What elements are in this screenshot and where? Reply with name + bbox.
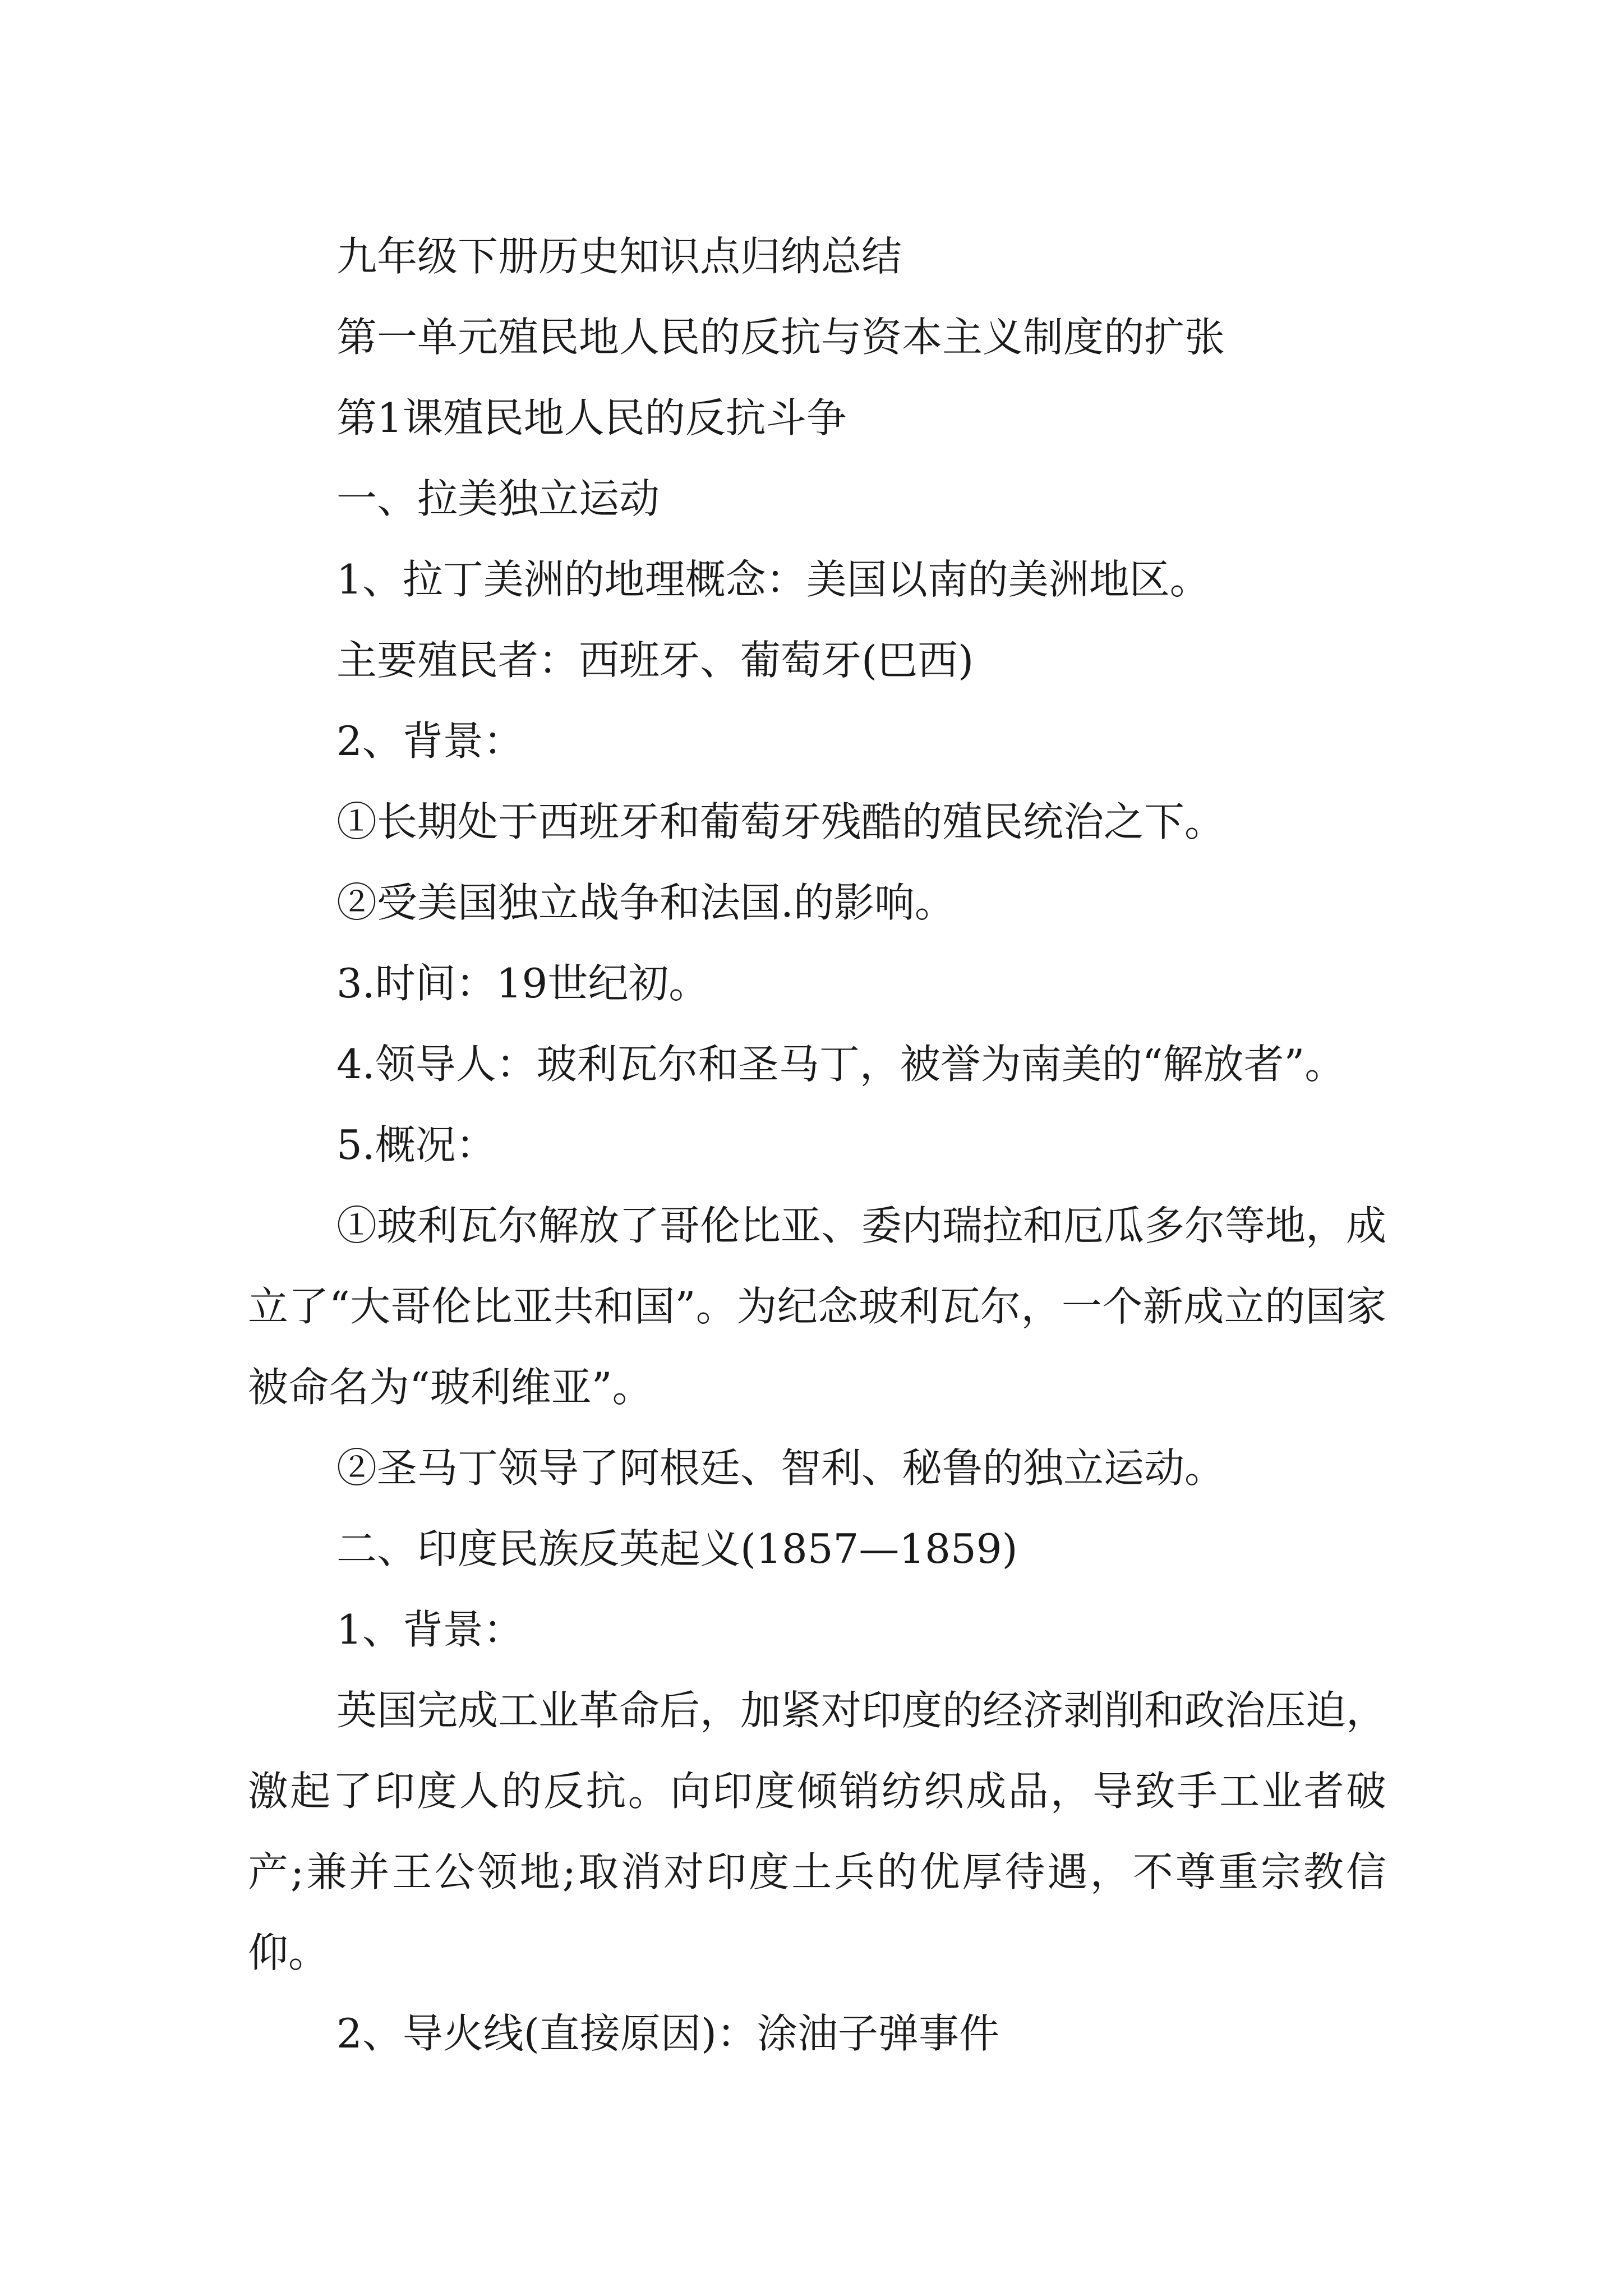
paragraph: 1、拉丁美洲的地理概念：美国以南的美洲地区。 <box>336 556 1210 603</box>
paragraph: 2、背景： <box>336 717 524 765</box>
unit-heading: 第一单元殖民地人民的反抗与资本主义制度的扩张 <box>336 314 1225 361</box>
paragraph: 英国完成工业革命后，加紧对印度的经济剥削和政治压迫，激起了印度人的反抗。向印度倾销纺织成品，导致手工业者破产;兼并王公领地;取消对印度土兵的优厚待遇，不尊重宗教信仰。 <box>248 1687 1387 1976</box>
document-page <box>248 216 1386 2074</box>
paragraph: 3.时间：19世纪初。 <box>336 960 709 1007</box>
paragraph: 主要殖民者：西班牙、葡萄牙(巴西) <box>336 637 974 684</box>
document-title: 九年级下册历史知识点归纳总结 <box>336 233 902 280</box>
paragraph: ①长期处于西班牙和葡萄牙残酷的殖民统治之下。 <box>336 798 1225 845</box>
paragraph: ①玻利瓦尔解放了哥伦比亚、委内瑞拉和厄瓜多尔等地，成立了“大哥伦比亚共和国”。为纪念玻利瓦尔，一个新成立的国家被命名为“玻利维亚”。 <box>248 1202 1387 1411</box>
paragraph: ②圣马丁领导了阿根廷、智利、秘鲁的独立运动。 <box>336 1444 1225 1492</box>
lesson-heading: 第1课殖民地人民的反抗斗争 <box>336 394 847 441</box>
section-heading: 一、拉美独立运动 <box>336 475 660 522</box>
paragraph: 4.领导人：玻利瓦尔和圣马丁，被誉为南美的“解放者”。 <box>336 1041 1345 1088</box>
paragraph: ②受美国独立战争和法国.的影响。 <box>336 879 955 926</box>
paragraph: 2、导火线(直接原因)：涂油子弹事件 <box>336 2010 999 2057</box>
paragraph: 1、背景： <box>336 1606 524 1653</box>
paragraph: 5.概况： <box>336 1121 496 1168</box>
section-heading: 二、印度民族反英起义(1857—1859) <box>336 1525 1018 1572</box>
